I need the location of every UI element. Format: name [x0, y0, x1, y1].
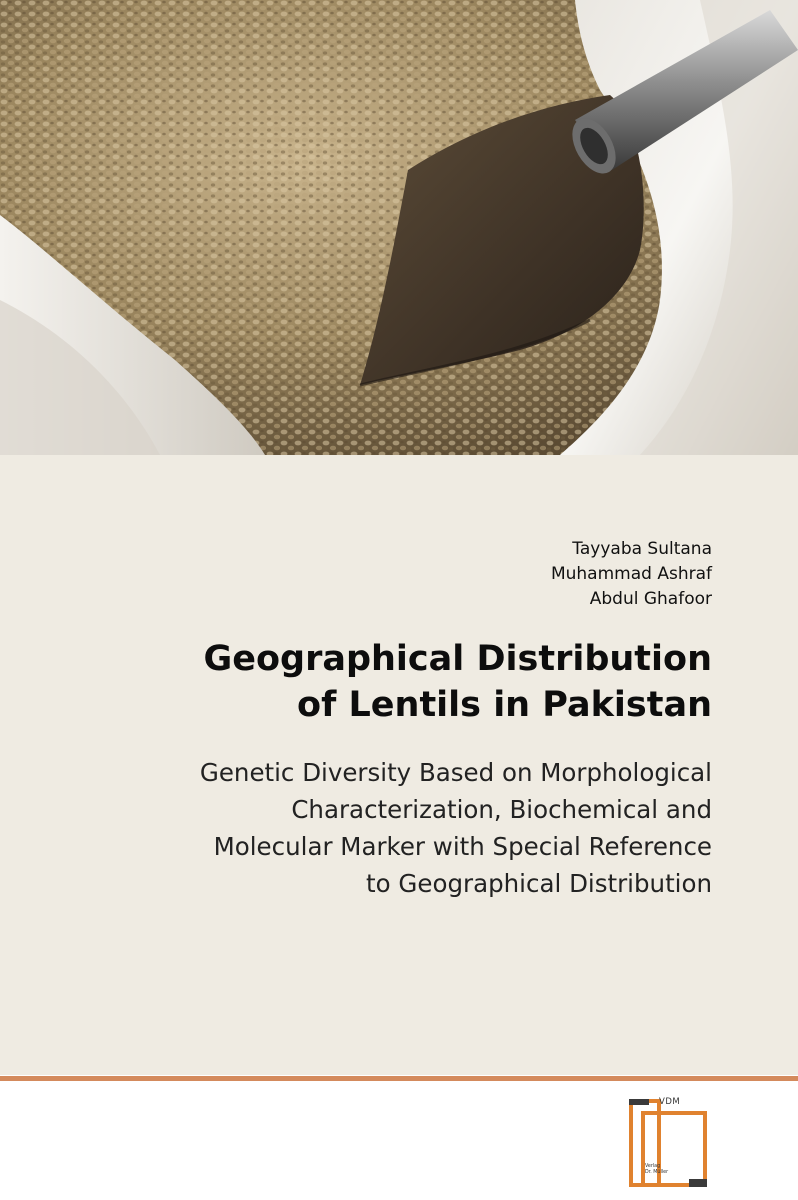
title-line: of Lentils in Pakistan	[297, 685, 712, 725]
lentil-sack-illustration	[0, 0, 798, 455]
author-name: Abdul Ghafoor	[589, 589, 712, 609]
subtitle-line: Genetic Diversity Based on Morphological	[199, 758, 712, 787]
author-name: Tayyaba Sultana	[572, 539, 712, 559]
cover-photo-lentils-in-sack	[0, 0, 798, 455]
publisher-name: VDM	[659, 1097, 681, 1107]
author-name: Muhammad Ashraf	[550, 564, 712, 584]
book-subtitle	[0, 754, 712, 902]
subtitle-line: to Geographical Distribution	[366, 869, 712, 898]
subtitle-line: Molecular Marker with Special Reference	[213, 832, 712, 861]
publisher-subtext: Verlag Dr. Müller	[645, 1164, 669, 1175]
book-title	[12, 636, 712, 728]
divider-rule	[0, 1076, 798, 1081]
title-line: Geographical Distribution	[203, 639, 712, 679]
subtitle-line: Characterization, Biochemical and	[291, 795, 712, 824]
author-list	[551, 537, 712, 612]
